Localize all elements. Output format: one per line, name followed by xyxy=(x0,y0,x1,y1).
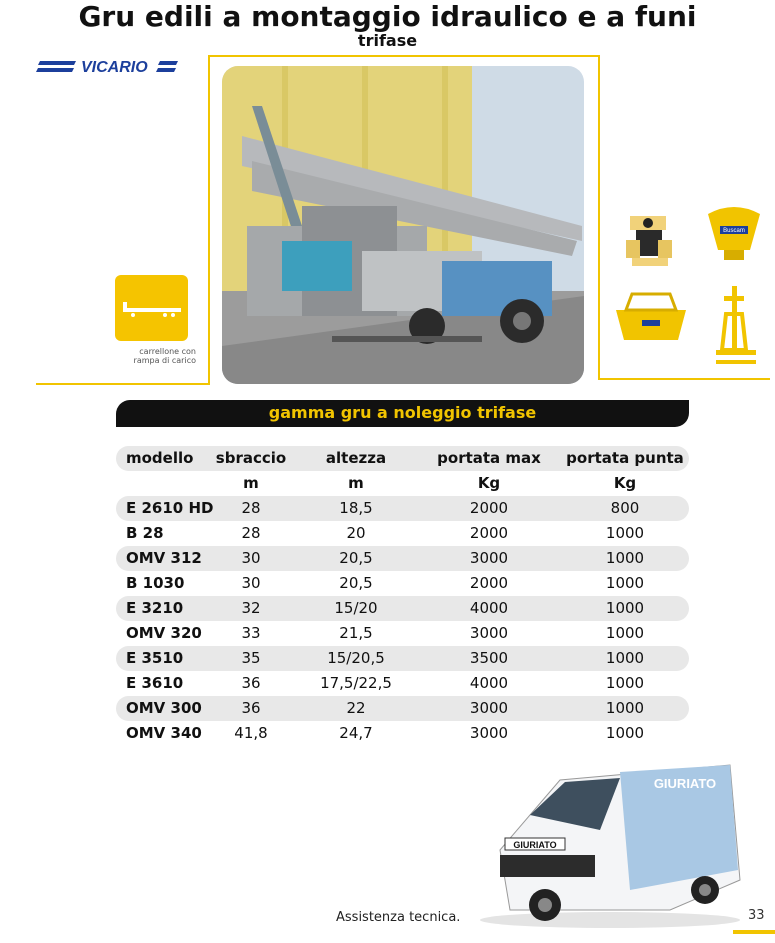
cell-portata-punta: 1000 xyxy=(605,524,645,542)
cell-altezza: 15/20 xyxy=(334,599,378,617)
table-row xyxy=(116,496,689,521)
accessory-bucket-image xyxy=(698,196,770,268)
table-row xyxy=(116,571,689,596)
cell-modello: E 2610 HD xyxy=(126,499,214,517)
frame-line-left xyxy=(208,55,210,385)
page-title: Gru edili a montaggio idraulico e a funi xyxy=(78,0,697,33)
header-altezza: altezza xyxy=(325,449,387,467)
cell-sbraccio: 36 xyxy=(241,674,261,692)
cell-portata-punta: 1000 xyxy=(605,699,645,717)
cell-altezza: 21,5 xyxy=(339,624,373,642)
cell-portata-punta: 1000 xyxy=(605,724,645,742)
trailer-caption-line2: rampa di carico xyxy=(133,356,196,365)
cell-altezza: 24,7 xyxy=(339,724,373,742)
van-brand-front: GIURIATO xyxy=(513,840,557,850)
accessory-skip-image xyxy=(610,288,692,348)
cell-portata-punta: 1000 xyxy=(605,599,645,617)
cell-portata-punta: 800 xyxy=(610,499,640,517)
cell-altezza: 18,5 xyxy=(339,499,373,517)
cell-portata-max: 2000 xyxy=(469,574,509,592)
table-row xyxy=(116,521,689,546)
vicario-logo xyxy=(36,55,180,77)
page-number-accent xyxy=(733,930,775,934)
cell-sbraccio: 30 xyxy=(241,574,261,592)
cell-modello: E 3610 xyxy=(126,674,184,692)
cell-portata-max: 4000 xyxy=(469,599,509,617)
logo-text: VICARIO xyxy=(81,59,148,76)
cell-portata-max: 3500 xyxy=(469,649,509,667)
cell-modello: OMV 300 xyxy=(126,699,202,717)
table-row xyxy=(116,696,689,721)
cell-modello: E 3210 xyxy=(126,599,184,617)
cell-portata-max: 4000 xyxy=(469,674,509,692)
cell-altezza: 15/20,5 xyxy=(327,649,385,667)
cell-portata-max: 3000 xyxy=(469,699,509,717)
table-title: gamma gru a noleggio trifase xyxy=(268,403,537,422)
table-row xyxy=(116,671,689,696)
table-row xyxy=(116,546,689,571)
rental-crane-table xyxy=(116,446,689,746)
trailer-caption xyxy=(116,347,196,365)
frame-line-bottom-right xyxy=(598,378,770,380)
cell-sbraccio: 33 xyxy=(241,624,261,642)
trailer-caption-line1: carrellone con xyxy=(139,347,196,356)
crane-photo xyxy=(222,66,584,384)
cell-modello: E 3510 xyxy=(126,649,184,667)
cell-portata-max: 2000 xyxy=(469,499,509,517)
table-header-row xyxy=(116,446,689,471)
frame-line-bottom-left xyxy=(36,383,210,385)
cell-portata-punta: 1000 xyxy=(605,674,645,692)
cell-portata-max: 3000 xyxy=(469,624,509,642)
unit-portata-punta: Kg xyxy=(613,474,637,492)
cell-altezza: 20,5 xyxy=(339,574,373,592)
table-row xyxy=(116,721,689,746)
frame-line-top xyxy=(208,55,600,57)
cell-modello: OMV 312 xyxy=(126,549,202,567)
footer-caption: Assistenza tecnica. xyxy=(336,910,461,925)
table-row xyxy=(116,621,689,646)
cell-portata-punta: 1000 xyxy=(605,549,645,567)
unit-sbraccio: m xyxy=(243,474,259,492)
cell-sbraccio: 32 xyxy=(241,599,261,617)
cell-modello: B 28 xyxy=(126,524,164,542)
unit-altezza: m xyxy=(348,474,364,492)
cell-modello: OMV 320 xyxy=(126,624,202,642)
van-brand-side: GIURIATO xyxy=(653,776,717,791)
cell-altezza: 20 xyxy=(346,524,366,542)
table-row xyxy=(116,596,689,621)
frame-line-right xyxy=(598,55,600,380)
service-van-image xyxy=(470,760,750,930)
cell-sbraccio: 35 xyxy=(241,649,261,667)
unit-portata-max: Kg xyxy=(477,474,501,492)
cell-altezza: 20,5 xyxy=(339,549,373,567)
table-row xyxy=(116,646,689,671)
header-portata-max: portata max xyxy=(437,449,541,467)
header-sbraccio: sbraccio xyxy=(215,449,287,467)
cell-portata-max: 2000 xyxy=(469,524,509,542)
header-modello: modello xyxy=(126,449,194,467)
trailer-icon xyxy=(115,275,188,341)
page-number: 33 xyxy=(748,908,765,923)
cell-sbraccio: 36 xyxy=(241,699,261,717)
cell-sbraccio: 41,8 xyxy=(234,724,268,742)
accessory-pallet-fork-image xyxy=(712,284,760,370)
cell-altezza: 17,5/22,5 xyxy=(320,674,392,692)
table-title-bar xyxy=(116,400,689,427)
cell-sbraccio: 28 xyxy=(241,499,261,517)
page-subtitle: trifase xyxy=(357,31,418,50)
cell-portata-max: 3000 xyxy=(469,724,509,742)
cell-portata-punta: 1000 xyxy=(605,574,645,592)
cell-modello: OMV 340 xyxy=(126,724,202,742)
header-portata-punta: portata punta xyxy=(566,449,684,467)
table-units-row xyxy=(116,471,689,496)
bucket-brand: Buscam xyxy=(723,228,745,234)
cell-altezza: 22 xyxy=(346,699,366,717)
accessory-clamp-image xyxy=(616,210,684,272)
cell-sbraccio: 30 xyxy=(241,549,261,567)
cell-portata-punta: 1000 xyxy=(605,624,645,642)
cell-sbraccio: 28 xyxy=(241,524,261,542)
cell-modello: B 1030 xyxy=(126,574,185,592)
cell-portata-punta: 1000 xyxy=(605,649,645,667)
cell-portata-max: 3000 xyxy=(469,549,509,567)
